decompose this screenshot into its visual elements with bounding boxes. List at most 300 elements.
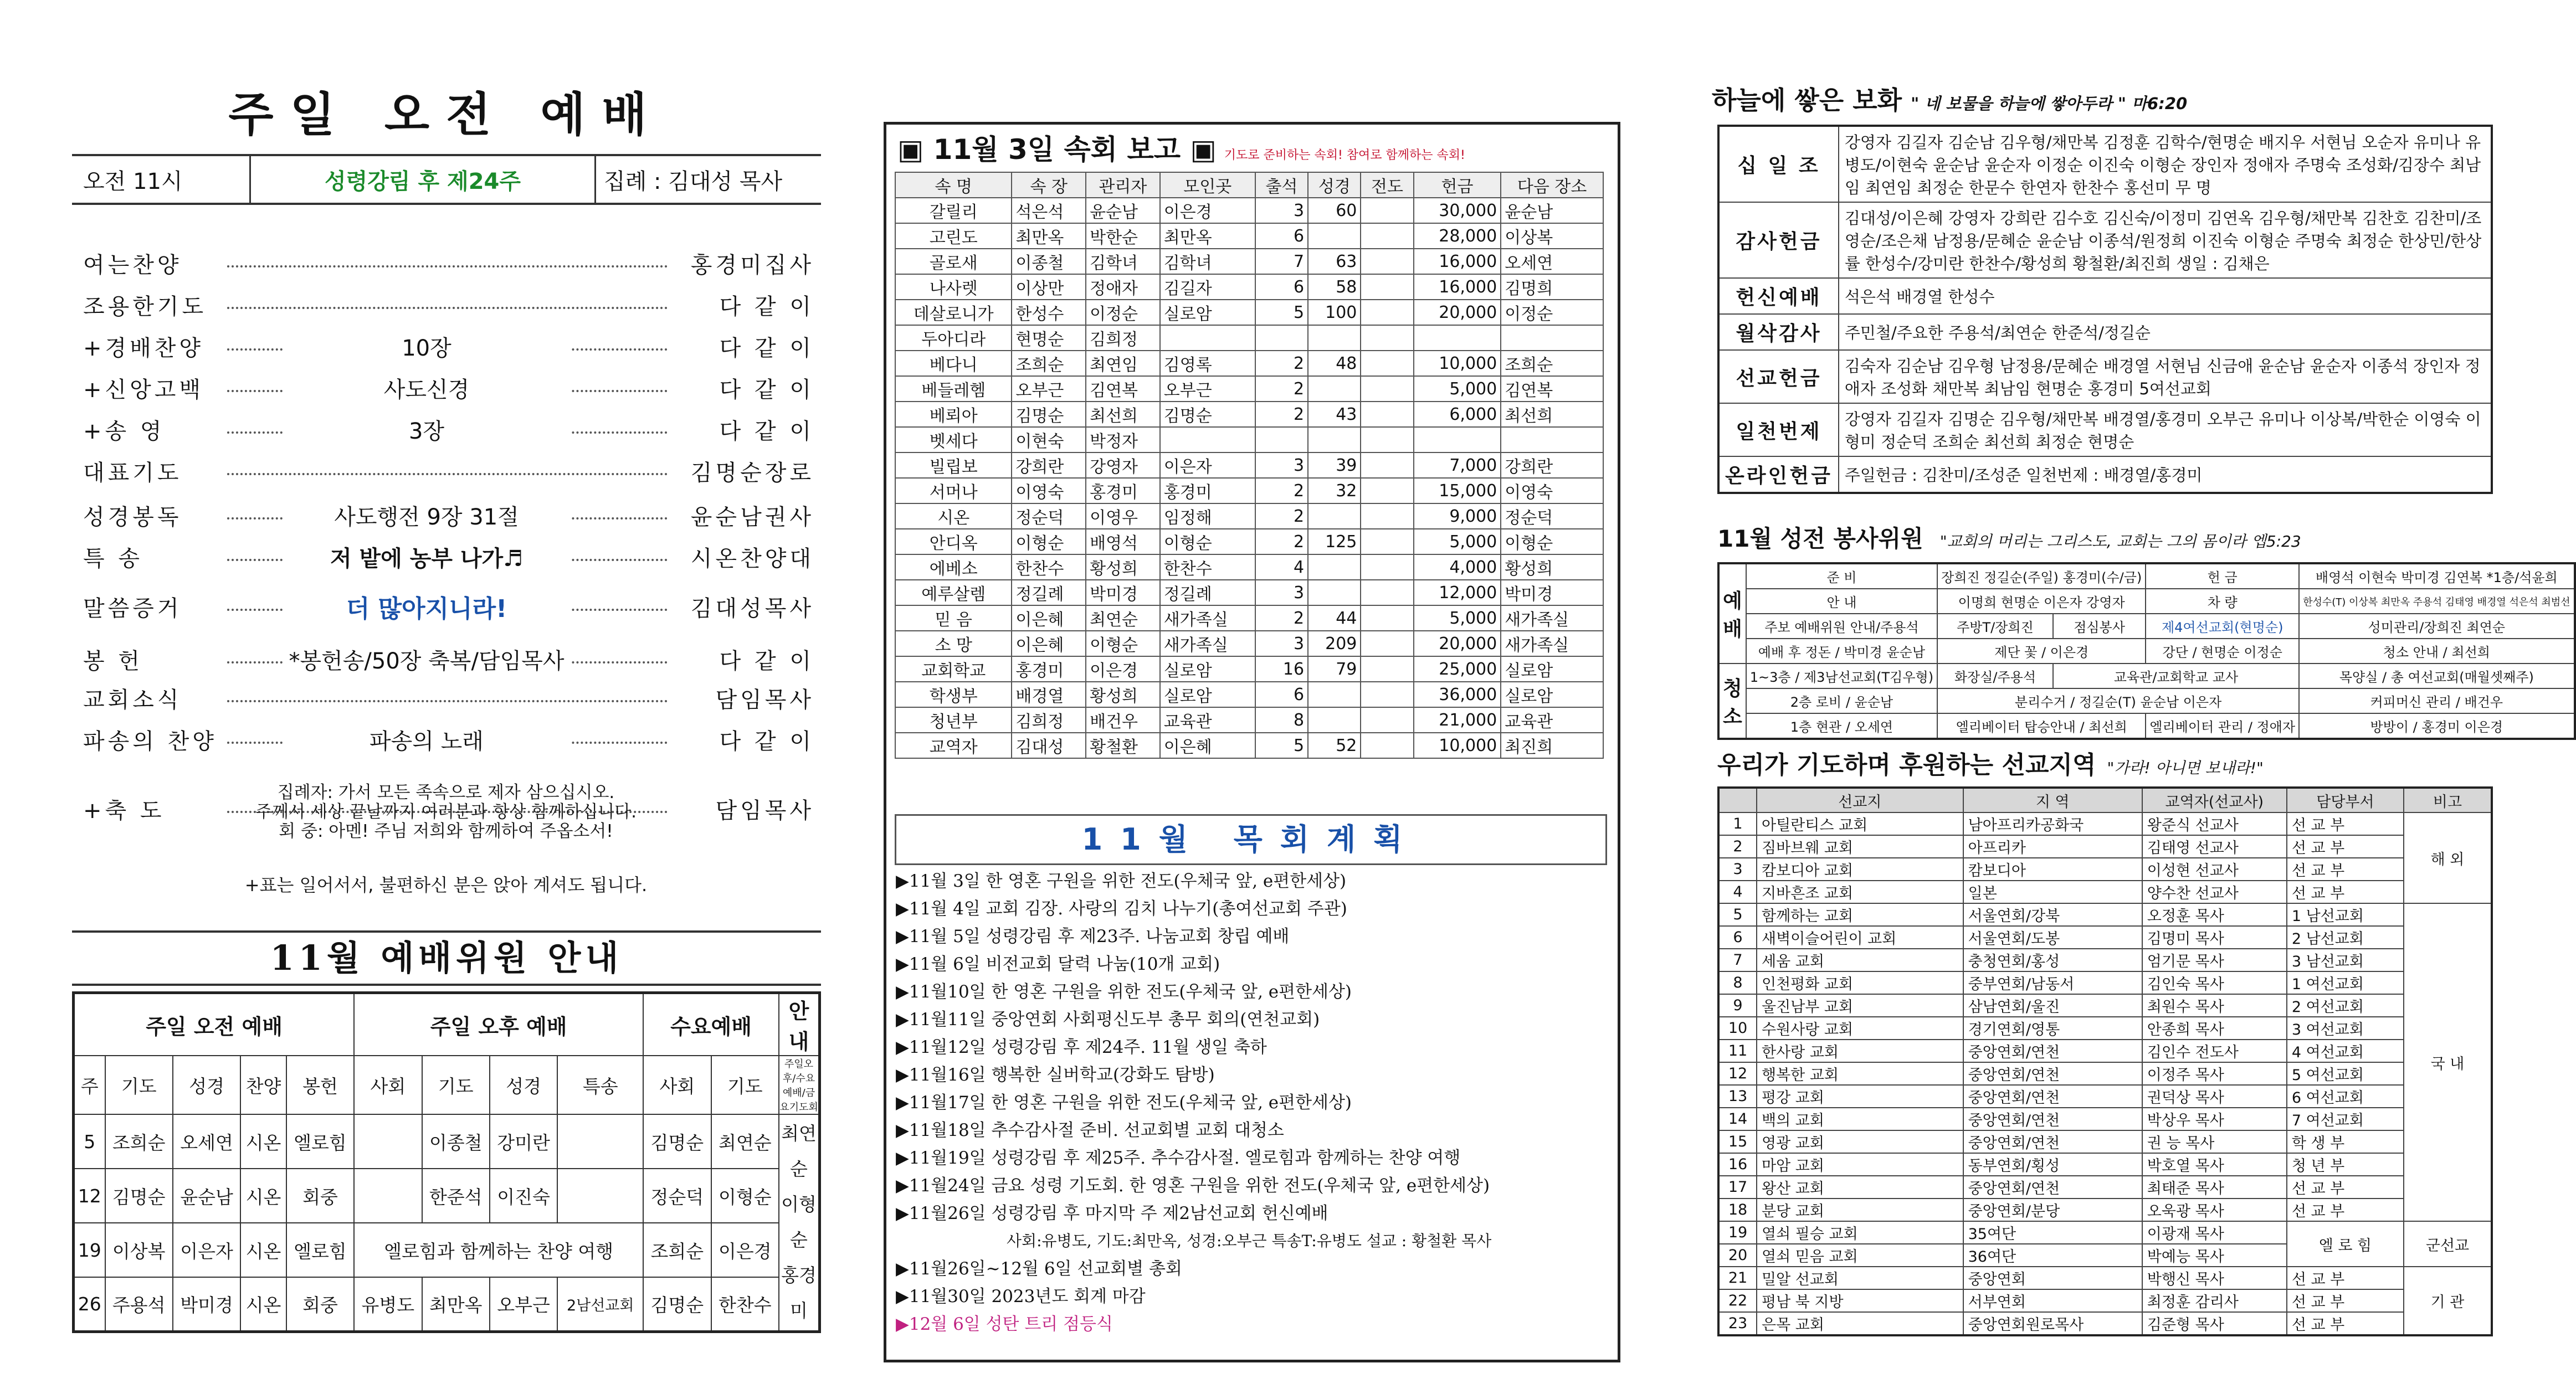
duty-group: 수요예배	[643, 993, 779, 1056]
plan-list	[896, 867, 1610, 1338]
mission-cell: 선 교 부	[2287, 1267, 2404, 1289]
cell-report-column	[884, 0, 1620, 1399]
cell-report-cell: 이은혜	[1012, 605, 1086, 631]
duty-header: 기도	[422, 1056, 490, 1114]
duty-cell: 시온	[240, 1169, 286, 1223]
mission-cell: 권덕상 목사	[2142, 1085, 2287, 1108]
cell-report-cell: 16	[1255, 656, 1308, 682]
cell-report-cell: 10,000	[1414, 351, 1501, 376]
cell-report-cell: 교육관	[1160, 707, 1255, 733]
cell-report-cell: 황성희	[1086, 554, 1160, 580]
cell-report-cell: 최만옥	[1160, 223, 1255, 249]
cell-report-table	[895, 172, 1604, 759]
mission-cell: 5 여선교회	[2287, 1062, 2404, 1085]
mission-cell: 18	[1718, 1199, 1757, 1221]
cell-report-cell: 4	[1255, 554, 1308, 580]
cell-report-cell: 이은경	[1086, 656, 1160, 682]
cell-report-cell: 이형순	[1012, 529, 1086, 554]
duty-cell: 조희순	[643, 1223, 711, 1277]
cell-report-cell: 새가족실	[1160, 631, 1255, 656]
mission-cell: 4	[1718, 881, 1757, 903]
leader-dots	[227, 473, 668, 475]
duty-cell: 최만옥	[422, 1277, 490, 1331]
cell-report-cell: 이상복	[1501, 223, 1603, 249]
cell-report-cell	[1361, 325, 1413, 351]
table-row	[1718, 1221, 2492, 1244]
order-row	[83, 720, 814, 759]
service-cell: 강단 / 현명순 이정순	[2146, 639, 2299, 664]
service-cell: 방방이 / 홍경미 이은경	[2299, 713, 2574, 739]
cell-report-cell: 25,000	[1414, 656, 1501, 682]
plan-item: ▶11월 3일 한 영혼 구원을 위한 전도(우체국 앞, e편한세상)	[896, 871, 1347, 891]
cell-report-cell: 갈릴리	[895, 198, 1012, 223]
order-person: 담임목사	[715, 687, 814, 713]
mission-cell: 12	[1718, 1062, 1757, 1085]
cell-report-cell	[1361, 376, 1413, 402]
cell-report-cell	[1255, 427, 1308, 452]
square-icon: ▣	[897, 133, 933, 166]
mission-cell: 35여단	[1963, 1221, 2142, 1244]
benediction-line: 회 중: 아멘! 주님 저희와 함께하여 주옵소서!	[279, 821, 613, 841]
cell-report-cell: 실로암	[1501, 682, 1603, 707]
service-cell: 제4여선교회(현명순)	[2146, 614, 2299, 639]
plan-title: 11월 목회계획	[895, 814, 1607, 865]
mission-cell: 박행신 목사	[2142, 1267, 2287, 1289]
order-person: 다 같 이	[719, 335, 814, 361]
order-person: 김대성목사	[690, 595, 814, 621]
mission-cell: 중앙연회원로목사	[1963, 1312, 2142, 1335]
duty-cell: 시온	[240, 1277, 286, 1331]
plan-item: ▶11월11일 중앙연회 사회평신도부 총무 회의(연천교회)	[896, 1010, 1320, 1030]
mission-cell: 왕준식 선교사	[2142, 812, 2287, 835]
cell-report-cell: 두아디라	[895, 325, 1012, 351]
cell-report-cell: 5	[1255, 733, 1308, 758]
cell-report-cell: 에베소	[895, 554, 1012, 580]
service-cell: 엘리베이터 관리 / 정애자	[2146, 713, 2299, 739]
cell-report-cell: 48	[1308, 351, 1361, 376]
service-title	[1717, 521, 2301, 554]
table-row	[1718, 1108, 2492, 1130]
duty-cell: 이형순	[711, 1169, 779, 1223]
service-cell: 화장실/주용석	[1937, 664, 2053, 688]
cell-report-cell: 44	[1308, 605, 1361, 631]
table-row	[895, 402, 1603, 427]
cell-report-cell: 20,000	[1414, 300, 1501, 325]
table-row	[1718, 858, 2492, 881]
cell-report-cell: 윤순남	[1086, 198, 1160, 223]
cell-report-cell: 골로새	[895, 249, 1012, 274]
mission-cell: 3 남선교회	[2287, 949, 2404, 971]
cell-report-cell: 3	[1255, 198, 1308, 223]
cell-report-cell: 박미경	[1086, 580, 1160, 605]
order-person: 다 같 이	[719, 294, 814, 320]
cell-report-subtitle: 기도로 준비하는 속회! 참여로 함께하는 속회!	[1224, 148, 1465, 162]
mission-cell: 7 여선교회	[2287, 1108, 2404, 1130]
cell-report-cell: 고린도	[895, 223, 1012, 249]
cell-report-cell: 60	[1308, 198, 1361, 223]
mission-header: 담당부서	[2287, 788, 2404, 812]
service-verse: "교회의 머리는 그리스도, 교회는 그의 몸이라 엡5:23	[1939, 532, 2301, 551]
cell-report-cell: 28,000	[1414, 223, 1501, 249]
mission-note: 해 외	[2404, 812, 2492, 903]
cell-report-cell: 서머나	[895, 478, 1012, 503]
offering-table	[1717, 125, 2493, 494]
mission-cell: 선 교 부	[2287, 835, 2404, 858]
table-row	[895, 452, 1603, 478]
service-cell: 2층 로비 / 윤순남	[1746, 688, 1937, 713]
cell-report-cell: 5	[1255, 300, 1308, 325]
cell-report-cell: 6,000	[1414, 402, 1501, 427]
cell-report-cell	[1361, 707, 1413, 733]
table-row	[895, 554, 1603, 580]
duty-header: 성경	[490, 1056, 557, 1114]
mission-cell: 인천평화 교회	[1757, 971, 1963, 994]
plan-item: 사회:유병도, 기도:최만옥, 성경:오부근 특송T:유병도 설교 : 황철환 목사	[1007, 1232, 1492, 1250]
mission-cell: 엘 로 힘	[2287, 1221, 2404, 1267]
cell-report-cell: 새가족실	[1160, 605, 1255, 631]
cell-report-cell	[1361, 682, 1413, 707]
mission-title	[1717, 745, 2264, 780]
cell-report-cell: 이은경	[1160, 198, 1255, 223]
mission-cell: 세움 교회	[1757, 949, 1963, 971]
cell-report-cell	[1361, 223, 1413, 249]
cell-report-cell: 박미경	[1501, 580, 1603, 605]
mission-cell: 서울연회/강북	[1963, 903, 2142, 926]
duty-header: 사회	[643, 1056, 711, 1114]
cell-report-header: 속 명	[895, 172, 1012, 198]
cell-report-cell: 2	[1255, 529, 1308, 554]
mission-cell: 선 교 부	[2287, 812, 2404, 835]
cell-report-cell	[1308, 325, 1361, 351]
cell-report-cell: 오세연	[1501, 249, 1603, 274]
duty-group: 주일 오후 예배	[354, 993, 643, 1056]
mission-cell: 캄보디아	[1963, 858, 2142, 881]
cell-report-cell: 데살로니가	[895, 300, 1012, 325]
order-row	[83, 537, 814, 576]
cell-report-cell: 강희란	[1501, 452, 1603, 478]
cell-report-cell: 배건우	[1086, 707, 1160, 733]
cell-report-cell	[1361, 605, 1413, 631]
offering-label: 일천번제	[1718, 403, 1839, 456]
mission-cell: 1	[1718, 812, 1757, 835]
mission-cell: 16	[1718, 1153, 1757, 1176]
cell-report-cell: 이형순	[1086, 631, 1160, 656]
cell-report-cell	[1361, 198, 1413, 223]
cell-report-cell: 32	[1308, 478, 1361, 503]
cell-report-cell: 김길자	[1160, 274, 1255, 300]
cell-report-cell: 최만옥	[1012, 223, 1086, 249]
cell-report-cell	[1361, 580, 1413, 605]
order-row	[83, 640, 814, 678]
order-label: 여는찬양	[83, 252, 182, 278]
service-cell: 교육관/교회학교 교사	[2053, 664, 2299, 688]
duty-group: 안 내	[779, 993, 820, 1056]
duty-cell: 회중	[286, 1169, 354, 1223]
cell-report-cell	[1361, 351, 1413, 376]
duty-cell: 시온	[240, 1114, 286, 1169]
mission-cell: 4 여선교회	[2287, 1040, 2404, 1062]
mission-cell: 삼남연회/울진	[1963, 994, 2142, 1017]
mission-cell: 오욱광 목사	[2142, 1199, 2287, 1221]
table-row	[895, 503, 1603, 529]
cell-report-cell: 15,000	[1414, 478, 1501, 503]
table-row	[1718, 971, 2492, 994]
service-cell: 차 량	[2146, 589, 2299, 614]
cell-report-cell: 100	[1308, 300, 1361, 325]
order-detail: 사도행전 9장 31절	[283, 500, 571, 531]
cell-report-cell	[1501, 325, 1603, 351]
offering-names: 김숙자 김순남 김우형 남정용/문혜순 배경열 서현님 신금애 윤순남 윤순자 이종석 장인자 정애자 조성화 채만복 최남임 현명순 홍경미 5여선교회	[1839, 350, 2492, 403]
mission-cell: 새벽이슬어린이 교회	[1757, 926, 1963, 949]
mission-cell: 서울연회/도봉	[1963, 926, 2142, 949]
cell-report-cell: 실로암	[1160, 300, 1255, 325]
mission-cell: 엄기문 목사	[2142, 949, 2287, 971]
cell-report-cell	[1361, 478, 1413, 503]
table-row	[1718, 1017, 2492, 1040]
cell-report-cell: 8	[1255, 707, 1308, 733]
service-table	[1717, 562, 2576, 740]
mission-cell: 17	[1718, 1176, 1757, 1199]
mission-cell: 울진남부 교회	[1757, 994, 1963, 1017]
duty-header: 주	[74, 1056, 105, 1114]
cell-report-cell: 이정순	[1501, 300, 1603, 325]
cell-report-cell: 홍경미	[1160, 478, 1255, 503]
cell-report-cell	[1501, 427, 1603, 452]
order-detail: 파송의 노래	[283, 724, 571, 755]
cell-report-cell: 한성수	[1012, 300, 1086, 325]
duty-header: 기도	[105, 1056, 173, 1114]
cell-report-cell: 안디옥	[895, 529, 1012, 554]
cell-report-cell: 믿 음	[895, 605, 1012, 631]
leader-dots	[227, 700, 668, 702]
table-row	[1718, 812, 2492, 835]
cell-report-cell: 4,000	[1414, 554, 1501, 580]
mission-cell: 청 년 부	[2287, 1153, 2404, 1176]
cell-report-cell: 58	[1308, 274, 1361, 300]
offering-row	[1718, 350, 2492, 403]
table-row	[1718, 926, 2492, 949]
mission-cell: 선 교 부	[2287, 881, 2404, 903]
cell-report-cell: 김연복	[1086, 376, 1160, 402]
square-icon: ▣	[1181, 133, 1217, 166]
cell-report-cell: 박한순	[1086, 223, 1160, 249]
order-row	[83, 244, 814, 282]
service-cell: 장희진 정길순(주일) 홍경미(수/금)	[1937, 563, 2146, 589]
offering-names: 김대성/이은혜 강영자 강희란 김수호 김신숙/이정미 김연옥 김우형/채만복 김찬호 김찬미/조영순/조은채 남정용/문혜순 윤순남 이종석/원정희 이진숙 이형순 주명숙 최정순 한상민/한상률 한성수/강미란 한찬수/황성희 황철환/최진희 생일 : 김채은	[1839, 202, 2492, 278]
cell-report-cell: 6	[1255, 274, 1308, 300]
cell-report-cell	[1361, 631, 1413, 656]
cell-report-cell	[1308, 707, 1361, 733]
cell-report-cell: 김명순	[1160, 402, 1255, 427]
cell-report-cell: 이영우	[1086, 503, 1160, 529]
plan-item: ▶11월19일 성령강림 후 제25주. 추수감사절. 엘로힘과 함께하는 찬양 여행	[896, 1148, 1461, 1168]
mission-cell: 동부연회/횡성	[1963, 1153, 2142, 1176]
table-row	[895, 733, 1603, 758]
cell-report-cell: 2	[1255, 402, 1308, 427]
mission-cell: 김인수 전도사	[2142, 1040, 2287, 1062]
mission-cell: 최정훈 감리사	[2142, 1289, 2287, 1312]
table-row	[895, 274, 1603, 300]
cell-report-cell	[1361, 452, 1413, 478]
table-row	[895, 707, 1603, 733]
mission-cell: 선 교 부	[2287, 1176, 2404, 1199]
duty-cell: 5	[74, 1114, 105, 1169]
cell-report-cell: 최연임	[1086, 351, 1160, 376]
mission-cell: 19	[1718, 1221, 1757, 1244]
table-row	[895, 529, 1603, 554]
cell-report-cell: 12,000	[1414, 580, 1501, 605]
cell-report-cell: 최선희	[1501, 402, 1603, 427]
mission-cell: 김태영 선교사	[2142, 835, 2287, 858]
mission-cell: 수원사랑 교회	[1757, 1017, 1963, 1040]
cell-report-header: 전도	[1361, 172, 1413, 198]
cell-report-cell: 실로암	[1160, 656, 1255, 682]
cell-report-cell: 황성희	[1501, 554, 1603, 580]
mission-cell: 최태준 목사	[2142, 1176, 2287, 1199]
mission-cell: 선 교 부	[2287, 1289, 2404, 1312]
mission-cell: 중앙연회	[1963, 1267, 2142, 1289]
order-row	[83, 678, 814, 717]
table-row	[895, 656, 1603, 682]
duty-cell: 2남선교회	[557, 1277, 643, 1331]
mission-cell: 은목 교회	[1757, 1312, 1963, 1335]
cell-report-cell: 김학녀	[1086, 249, 1160, 274]
cell-report-cell: 빌립보	[895, 452, 1012, 478]
duty-cell: 이진숙	[490, 1169, 557, 1223]
order-label: 성경봉독	[83, 504, 182, 530]
cell-report-cell: 실로암	[1501, 656, 1603, 682]
plan-item: ▶11월18일 추수감사절 준비. 선교회별 교회 대청소	[896, 1120, 1284, 1140]
duty-guide: 홍경미	[781, 1264, 817, 1322]
duty-cell: 한준석	[422, 1169, 490, 1223]
offering-names: 주일헌금 : 김찬미/조성준 일천번제 : 배경열/홍경미	[1839, 456, 2492, 493]
mission-cell: 권 능 목사	[2142, 1130, 2287, 1153]
mission-cell: 캄보디아 교회	[1757, 858, 1963, 881]
mission-cell: 8	[1718, 971, 1757, 994]
cell-report-cell: 5,000	[1414, 605, 1501, 631]
service-cell: 안 내	[1746, 589, 1937, 614]
duty-guide-cell	[779, 1114, 820, 1331]
order-detail: 10장	[283, 331, 571, 362]
mission-cell: 중앙연회/연천	[1963, 1130, 2142, 1153]
table-row	[1718, 1267, 2492, 1289]
cell-report-cell: 나사렛	[895, 274, 1012, 300]
mission-cell: 21	[1718, 1267, 1757, 1289]
cell-report-cell: 강영자	[1086, 452, 1160, 478]
order-person: 담임목사	[715, 798, 814, 824]
leader-dots	[227, 265, 668, 268]
order-detail: 더 많아지니라!	[283, 589, 571, 624]
cell-report-cell	[1414, 427, 1501, 452]
cell-report-cell: 2	[1255, 351, 1308, 376]
duty-header: 특송	[557, 1056, 643, 1114]
cell-report-cell: 김대성	[1012, 733, 1086, 758]
cell-report-cell: 베들레헴	[895, 376, 1012, 402]
table-row	[1718, 903, 2492, 926]
mission-cell: 7	[1718, 949, 1757, 971]
table-row	[1718, 1199, 2492, 1221]
mission-cell: 선 교 부	[2287, 1199, 2404, 1221]
service-cell: 배영석 이현숙 박미경 김연복 *1층/석윤희	[2299, 563, 2574, 589]
mission-cell: 학 생 부	[2287, 1130, 2404, 1153]
mission-cell: 지바흔조 교회	[1757, 881, 1963, 903]
offering-row	[1718, 202, 2492, 278]
cell-report-cell: 9,000	[1414, 503, 1501, 529]
service-cell: 1~3층 / 제3남선교회(T김우형)	[1746, 664, 1937, 688]
service-cell: 주방T/장희진	[1937, 614, 2053, 639]
mission-cell: 왕산 교회	[1757, 1176, 1963, 1199]
mission-note: 군선교	[2404, 1221, 2492, 1267]
cell-report-cell: 5,000	[1414, 376, 1501, 402]
service-time: 오전 11시	[72, 156, 251, 203]
service-cell: 청소 안내 / 최선희	[2299, 639, 2574, 664]
service-cell: 이명희 현명순 이은자 강영자	[1937, 589, 2146, 614]
mission-cell: 11	[1718, 1040, 1757, 1062]
cell-report-cell: 63	[1308, 249, 1361, 274]
service-cell: 커피머신 관리 / 배건우	[2299, 688, 2574, 713]
service-leader: 집례 : 김대성 목사	[604, 168, 783, 194]
benediction-line: 집례자: 가서 모든 족속으로 제자 삼으십시오.	[277, 783, 615, 803]
cell-report-cell: 30,000	[1414, 198, 1501, 223]
service-cell: 성미관리/장희진 최연순	[2299, 614, 2574, 639]
order-person: 다 같 이	[719, 728, 814, 754]
duty-guide: 이형순	[781, 1194, 817, 1251]
mission-note: 국 내	[2404, 903, 2492, 1221]
mission-cell: 경기연회/영통	[1963, 1017, 2142, 1040]
cell-report-cell	[1255, 325, 1308, 351]
cell-report-cell: 정순덕	[1501, 503, 1603, 529]
duty-header: 봉헌	[286, 1056, 354, 1114]
mission-cell: 2 여선교회	[2287, 994, 2404, 1017]
mission-cell: 아틸란티스 교회	[1757, 812, 1963, 835]
service-cell: 목양실 / 총 여선교회(매월셋째주)	[2299, 664, 2574, 688]
cell-report-cell: 김영록	[1160, 351, 1255, 376]
table-row	[895, 580, 1603, 605]
plan-item: ▶11월17일 한 영혼 구원을 위한 전도(우체국 앞, e편한세상)	[896, 1093, 1352, 1113]
offering-label: 감사헌금	[1718, 202, 1839, 278]
mission-cell: 9	[1718, 994, 1757, 1017]
cell-report-cell: 교육관	[1501, 707, 1603, 733]
mission-cell: 남아프리카공화국	[1963, 812, 2142, 835]
duty-row	[74, 1223, 820, 1277]
duty-cell: 김명순	[643, 1277, 711, 1331]
duty-header: 사회	[354, 1056, 422, 1114]
cell-report-cell: 교역자	[895, 733, 1012, 758]
cell-report-cell: 조희순	[1501, 351, 1603, 376]
mission-cell: 이성현 선교사	[2142, 858, 2287, 881]
cell-report-cell	[1361, 402, 1413, 427]
cell-report-cell: 7	[1255, 249, 1308, 274]
mission-cell: 백의 교회	[1757, 1108, 1963, 1130]
plan-item: ▶11월24일 금요 성령 기도회. 한 영혼 구원을 위한 전도(우체국 앞, e편한세상)	[896, 1176, 1490, 1196]
leader-dots	[227, 307, 668, 309]
cell-report-cell: 베뢰아	[895, 402, 1012, 427]
cell-report-cell: 이종철	[1012, 249, 1086, 274]
duty-cell: 엘로힘과 함께하는 찬양 여행	[354, 1223, 643, 1277]
cell-report-header: 출석	[1255, 172, 1308, 198]
service-cell: 예배 후 정돈 / 박미경 윤순남	[1746, 639, 1937, 664]
duty-title: 11월 예배위원 안내	[72, 930, 821, 986]
mission-cell: 36여단	[1963, 1244, 2142, 1267]
mission-header: 비고	[2404, 788, 2492, 812]
cell-report-cell	[1361, 503, 1413, 529]
mission-cell: 김명미 목사	[2142, 926, 2287, 949]
cell-report-cell: 강희란	[1012, 452, 1086, 478]
mission-cell: 한사랑 교회	[1757, 1040, 1963, 1062]
order-label: +송 영	[83, 418, 165, 444]
cell-report-cell	[1361, 656, 1413, 682]
cell-report-cell: 6	[1255, 682, 1308, 707]
